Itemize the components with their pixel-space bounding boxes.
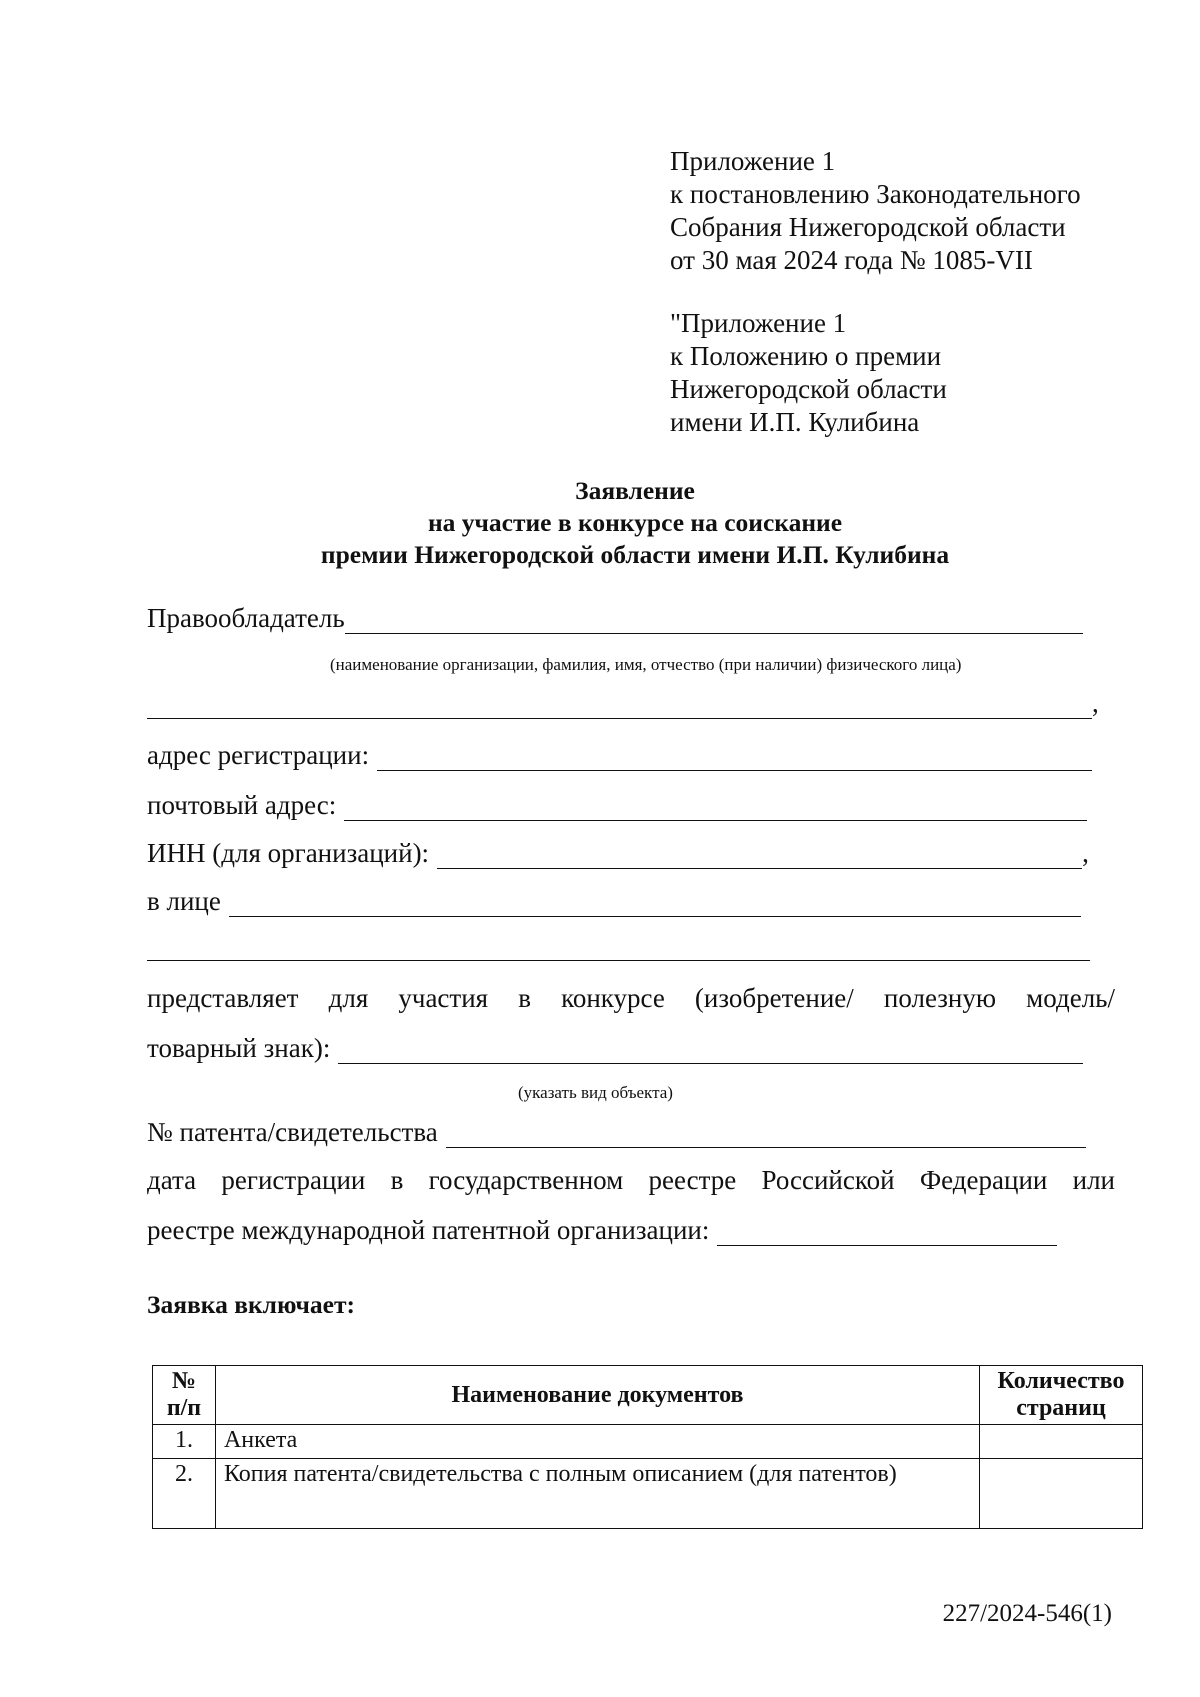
footer-code: 227/2024-546(1) (942, 1600, 1112, 1627)
represented-by-field[interactable] (229, 890, 1081, 917)
inn-field[interactable] (437, 842, 1082, 869)
registration-date-field[interactable] (717, 1219, 1057, 1246)
rights-holder-row (147, 603, 1083, 634)
row-number: 1. (153, 1425, 216, 1459)
appendix-line: Нижегородской области (670, 374, 947, 404)
comma-mark: , (1092, 688, 1099, 718)
appendix-line: Приложение 1 (670, 146, 836, 176)
presents-line: представляет для участия в конкурсе (изобретение/ полезную модель/ (147, 983, 1115, 1013)
appendix-line: "Приложение 1 (670, 308, 847, 338)
row-page-count-cell[interactable] (980, 1425, 1143, 1459)
table-row (153, 1459, 1143, 1529)
represented-by-row (147, 886, 1081, 917)
header-document-name: Наименование документов (215, 1366, 979, 1425)
patent-number-field[interactable] (446, 1121, 1086, 1148)
trademark-row (147, 1033, 1083, 1064)
represented-by-label: в лице (147, 886, 221, 916)
postal-address-label: почтовый адрес: (147, 790, 337, 820)
registration-address-label: адрес регистрации: (147, 740, 370, 770)
postal-address-field[interactable] (344, 794, 1087, 821)
inn-label: ИНН (для организаций): (147, 838, 430, 868)
appendix-header (670, 145, 1081, 439)
row-page-count-cell[interactable] (980, 1459, 1143, 1529)
registration-date-line: дата регистрации в государственном реестре Российской Федерации или (147, 1165, 1115, 1195)
registry-row (147, 1215, 1057, 1246)
postal-address-row (147, 790, 1087, 821)
trademark-label: товарный знак): (147, 1033, 331, 1063)
patent-label: № патента/свидетельства (147, 1117, 438, 1147)
registration-address-field[interactable] (377, 744, 1092, 771)
rights-holder-label: Правообладатель (147, 603, 345, 633)
rights-holder-continuation-row (147, 688, 1099, 719)
appendix-line: Собрания Нижегородской области (670, 212, 1066, 242)
title-line: на участие в конкурсе на соискание (427, 508, 843, 537)
section-title: Заявка включает: (147, 1290, 355, 1319)
appendix-line: к постановлению Законодательного (670, 179, 1081, 209)
table-header-row (153, 1366, 1143, 1425)
table-row (153, 1425, 1143, 1459)
rights-holder-caption: (наименование организации, фамилия, имя, отчество (при наличии) физического лица) (330, 655, 962, 674)
header-number: № п/п (153, 1366, 216, 1425)
appendix-line: имени И.П. Кулибина (670, 407, 920, 437)
rights-holder-field[interactable] (345, 607, 1083, 634)
row-document-name: Копия патента/свидетельства с полным описанием (для патентов) (215, 1459, 979, 1529)
document-title (0, 475, 1200, 571)
row-document-name: Анкета (215, 1425, 979, 1459)
inn-row (147, 838, 1089, 869)
comma-mark: , (1082, 838, 1089, 868)
row-number: 2. (153, 1459, 216, 1529)
rights-holder-continuation-field[interactable] (147, 692, 1092, 719)
registry-label: реестре международной патентной организации: (147, 1215, 710, 1245)
registration-address-row (147, 740, 1092, 771)
title-line: премии Нижегородской области имени И.П. Кулибина (320, 540, 950, 569)
documents-table (152, 1365, 1143, 1529)
appendix-line: к Положению о премии (670, 341, 942, 371)
appendix-line: от 30 мая 2024 года № 1085-VII (670, 245, 1033, 275)
header-page-count: Количество страниц (980, 1366, 1143, 1425)
object-type-field[interactable] (338, 1037, 1083, 1064)
represented-by-continuation-field[interactable] (147, 960, 1090, 961)
object-caption: (указать вид объекта) (518, 1083, 673, 1102)
title-line: Заявление (575, 476, 695, 505)
patent-row (147, 1117, 1086, 1148)
